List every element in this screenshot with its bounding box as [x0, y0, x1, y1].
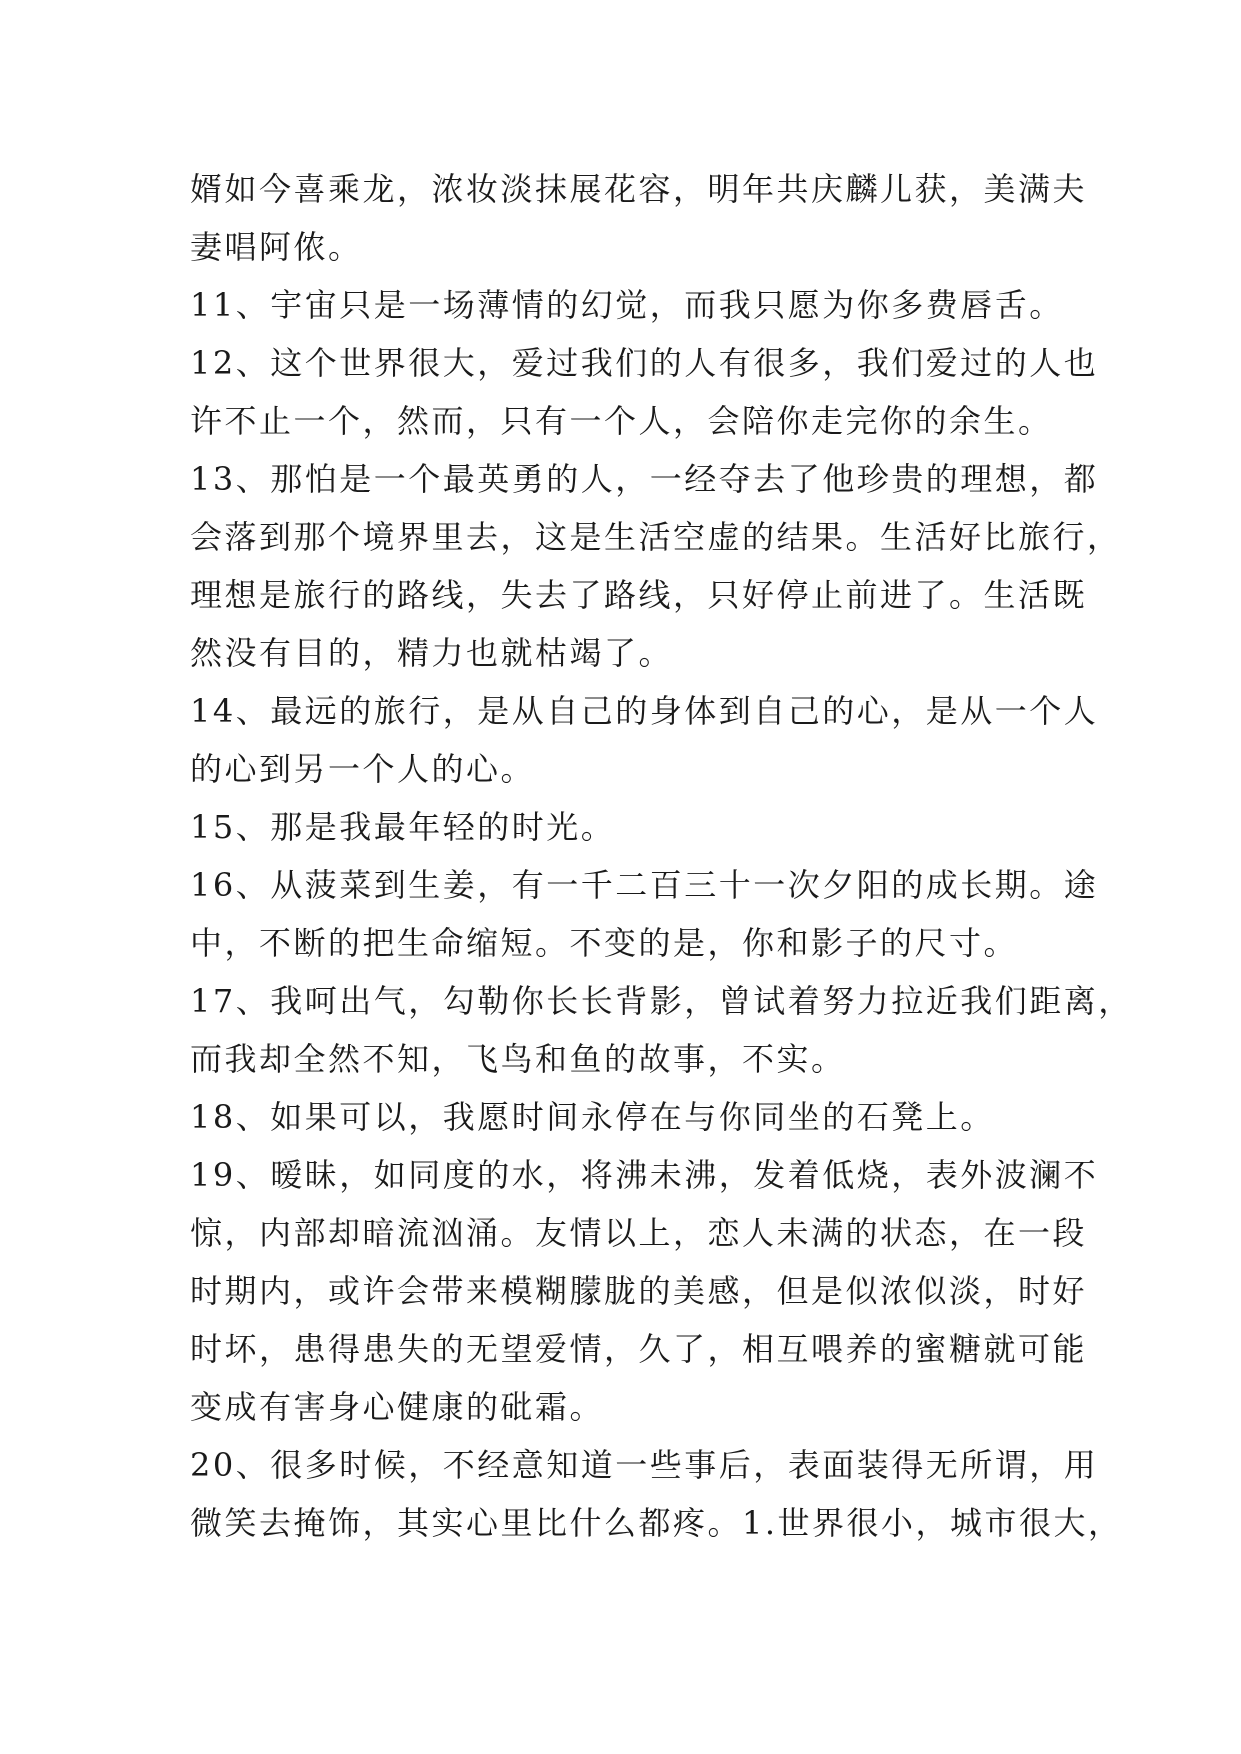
- text-line: 15、那是我最年轻的时光。: [190, 808, 616, 846]
- text-line: 13、那怕是一个最英勇的人，一经夺去了他珍贵的理想，都: [190, 460, 1099, 498]
- text-line: 理想是旅行的路线，失去了路线，只好停止前进了。生活既: [190, 576, 1088, 614]
- text-line: 婿如今喜乘龙，浓妆淡抹展花容，明年共庆麟儿获，美满夫: [190, 170, 1088, 208]
- text-line: 然没有目的，精力也就枯竭了。: [190, 634, 674, 672]
- text-line: 时期内，或许会带来模糊朦胧的美感，但是似浓似淡，时好: [190, 1272, 1088, 1310]
- text-line: 妻唱阿侬。: [190, 228, 363, 266]
- text-line: 17、我呵出气，勾勒你长长背影，曾试着努力拉近我们距离，: [190, 982, 1133, 1020]
- text-line: 14、最远的旅行，是从自己的身体到自己的心，是从一个人: [190, 692, 1099, 730]
- text-line: 19、暧昧，如同度的水，将沸未沸，发着低烧，表外波澜不: [190, 1156, 1099, 1194]
- text-line: 20、很多时候，不经意知道一些事后，表面装得无所谓，用: [190, 1446, 1099, 1484]
- text-line: 11、宇宙只是一场薄情的幻觉，而我只愿为你多费唇舌。: [190, 286, 1064, 324]
- text-line: 中，不断的把生命缩短。不变的是，你和影子的尺寸。: [190, 924, 1019, 962]
- text-line: 微笑去掩饰，其实心里比什么都疼。1.世界很小，城市很大，: [190, 1504, 1123, 1542]
- text-line: 16、从菠菜到生姜，有一千二百三十一次夕阳的成长期。途: [190, 866, 1099, 904]
- text-line: 变成有害身心健康的砒霜。: [190, 1388, 605, 1426]
- text-line: 许不止一个，然而，只有一个人，会陪你走完你的余生。: [190, 402, 1053, 440]
- text-line: 12、这个世界很大，爱过我们的人有很多，我们爱过的人也: [190, 344, 1099, 382]
- text-line: 18、如果可以，我愿时间永停在与你同坐的石凳上。: [190, 1098, 995, 1136]
- text-line: 而我却全然不知，飞鸟和鱼的故事，不实。: [190, 1040, 846, 1078]
- document-body: [190, 160, 1133, 1552]
- text-line: 的心到另一个人的心。: [190, 750, 536, 788]
- text-line: 惊，内部却暗流汹涌。友情以上，恋人未满的状态，在一段: [190, 1214, 1088, 1252]
- text-line: 时坏，患得患失的无望爱情，久了，相互喂养的蜜糖就可能: [190, 1330, 1088, 1368]
- text-line: 会落到那个境界里去，这是生活空虚的结果。生活好比旅行，: [190, 518, 1122, 556]
